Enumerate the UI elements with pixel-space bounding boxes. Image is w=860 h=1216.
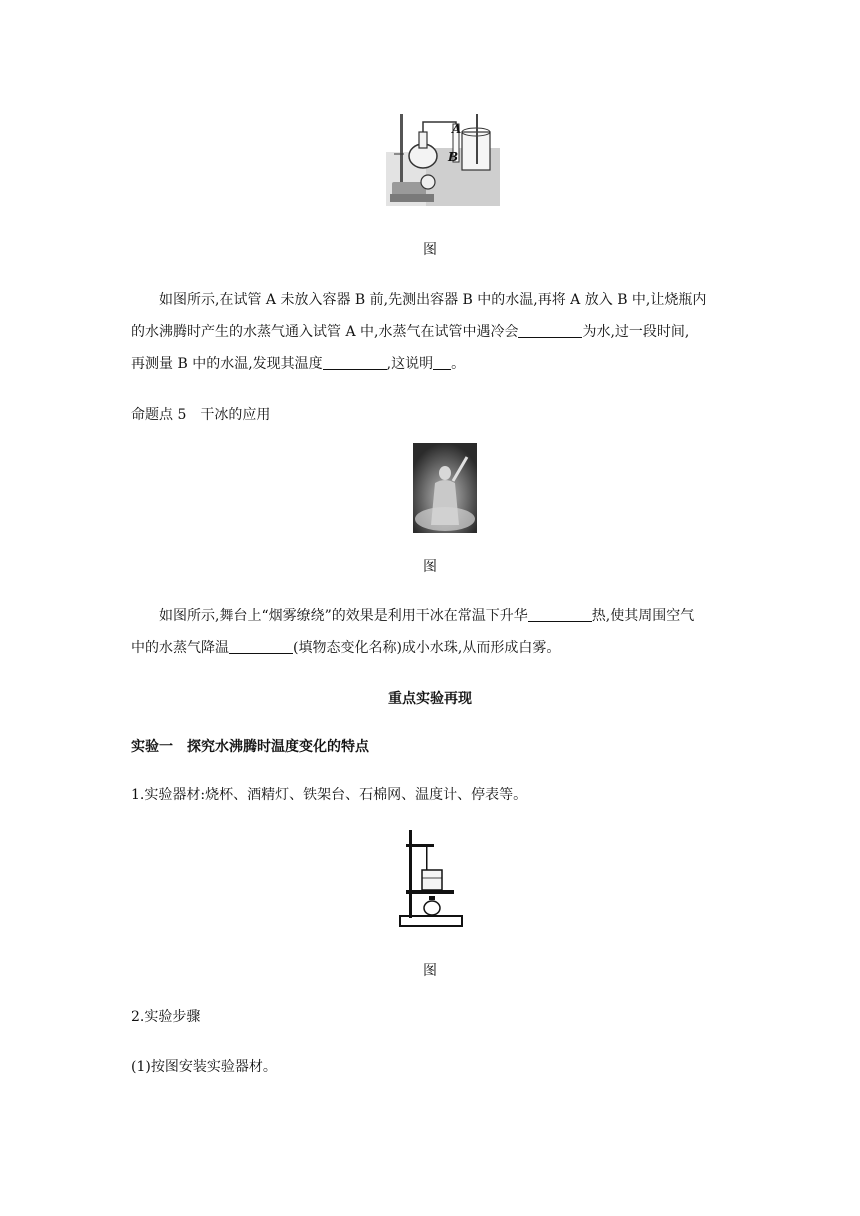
experiment-1-steps-title: 2.实验步骤 bbox=[131, 1009, 201, 1025]
label-a: A bbox=[452, 122, 462, 136]
section-5-heading: 命题点 5 干冰的应用 bbox=[131, 407, 271, 423]
paragraph-1-line-3: 再测量 B 中的水温,发现其温度 ,这说明 。 bbox=[131, 356, 466, 372]
answer-blank[interactable] bbox=[433, 355, 451, 370]
answer-blank[interactable] bbox=[323, 355, 387, 370]
answer-blank[interactable] bbox=[528, 607, 592, 622]
figure-2-caption: 图 bbox=[423, 559, 437, 575]
figure-3-boiling-setup-image bbox=[396, 826, 464, 930]
answer-blank[interactable] bbox=[518, 323, 582, 338]
figure-1-caption: 图 bbox=[423, 242, 437, 258]
figure-1-apparatus-image bbox=[386, 112, 500, 206]
figure-2-stage-image bbox=[413, 443, 477, 533]
paragraph-1 bbox=[131, 284, 731, 380]
figure-3-caption: 图 bbox=[423, 963, 437, 979]
section-key-experiments-title: 重点实验再现 bbox=[388, 691, 472, 707]
experiment-1-title: 实验一 探究水沸腾时温度变化的特点 bbox=[131, 739, 369, 755]
paragraph-2-line-2: 中的水蒸气降温 (填物态变化名称)成小水珠,从而形成白雾。 bbox=[131, 640, 561, 656]
label-b: B bbox=[448, 150, 459, 164]
paragraph-2 bbox=[131, 600, 731, 664]
paragraph-2-line-1: 如图所示,舞台上“烟雾缭绕”的效果是利用干冰在常温下升华 热,使其周围空气 bbox=[159, 608, 695, 624]
experiment-1-materials: 1.实验器材:烧杯、酒精灯、铁架台、石棉网、温度计、停表等。 bbox=[131, 787, 528, 803]
paragraph-1-line-2: 的水沸腾时产生的水蒸气通入试管 A 中,水蒸气在试管中遇冷会 为水,过一段时间, bbox=[131, 324, 690, 340]
experiment-1-step-1: (1)按图安装实验器材。 bbox=[131, 1059, 277, 1075]
answer-blank[interactable] bbox=[229, 639, 293, 654]
paragraph-1-line-1: 如图所示,在试管 A 未放入容器 B 前,先测出容器 B 中的水温,再将 A 放入 B 中,让烧瓶内 bbox=[159, 292, 707, 308]
